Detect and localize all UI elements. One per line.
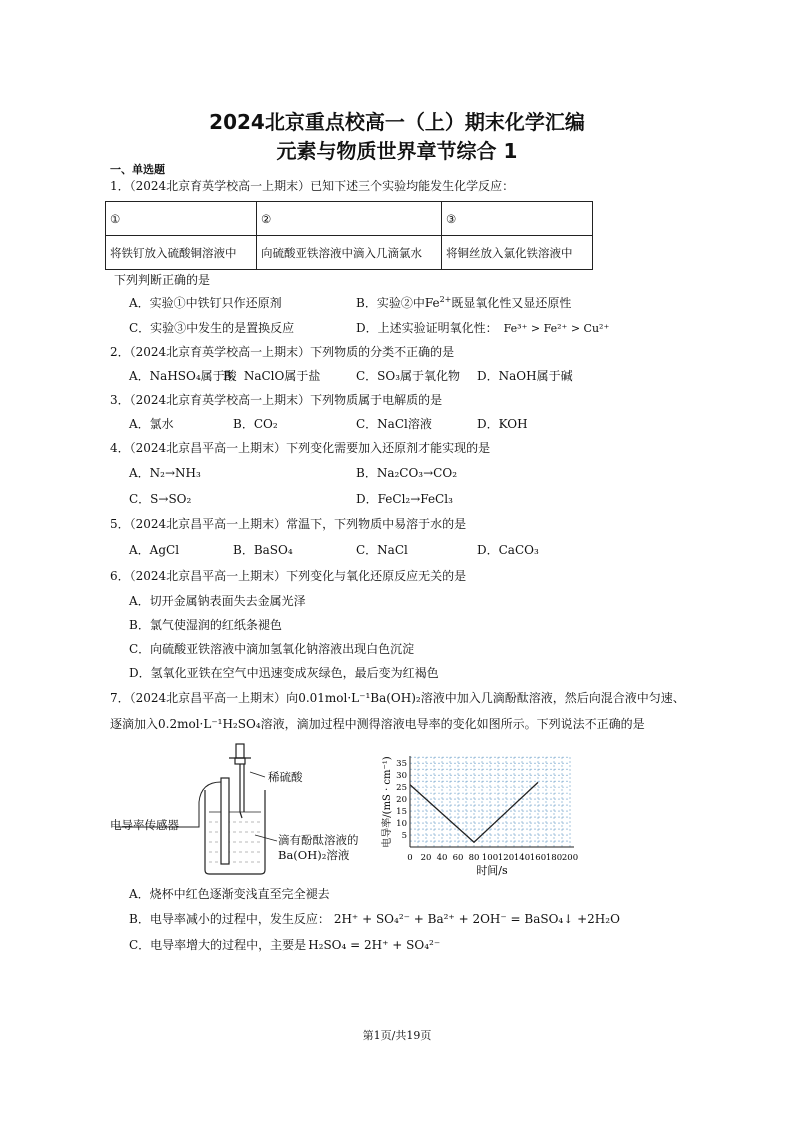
y-tick-label: 35 [396, 759, 407, 770]
q5-option-b: B．BaSO₄ [233, 543, 293, 557]
x-axis-label: 时间/s [476, 864, 508, 877]
q7-stem-line1: 7．（2024北京昌平高一上期末）向0.01mol·L⁻¹Ba(OH)₂溶液中加入几滴酚酞溶液，然后向混合液中匀速、 [110, 691, 685, 705]
q6-option-b: B．氯气使湿润的红纸条褪色 [129, 618, 282, 632]
q7-option-b: B．电导率减小的过程中，发生反应： 2H⁺ + SO₄²⁻ + Ba²⁺ + 2OH⁻ = BaSO₄↓ +2H₂O [129, 912, 620, 926]
q2-option-a: A．NaHSO₄属于酸 [129, 369, 237, 383]
q1-judge: 下列判断正确的是 [114, 273, 211, 287]
q1-head-1: ① [106, 202, 257, 236]
x-tick-label: 140 [513, 853, 531, 863]
q1-option-d: D．上述实验证明氧化性： Fe³⁺ > Fe²⁺ > Cu²⁺ [356, 321, 610, 335]
y-tick-label: 5 [401, 831, 407, 842]
x-tick-label: 100 [481, 853, 499, 863]
q6-option-a: A．切开金属钠表面失去金属光泽 [129, 594, 306, 608]
q3-option-a: A．氯水 [129, 417, 174, 431]
label-solution-1: 滴有酚酞溶液的 [278, 833, 359, 847]
q2-option-b: B．NaClO属于盐 [223, 369, 321, 383]
q3-option-c: C．NaCl溶液 [356, 417, 432, 431]
q1-cell-3: 将铜丝放入氯化铁溶液中 [442, 236, 593, 270]
q4-option-b: B．Na₂CO₃→CO₂ [356, 466, 457, 480]
q7-option-a: A．烧杯中红色逐渐变浅直至完全褪去 [129, 887, 330, 901]
q6-option-d: D．氢氧化亚铁在空气中迅速变成灰绿色，最后变为红褐色 [129, 666, 439, 680]
q1-option-c: C．实验③中发生的是置换反应 [129, 321, 295, 335]
q4-option-a: A．N₂→NH₃ [129, 466, 201, 480]
q5-stem: 5．（2024北京昌平高一上期末）常温下，下列物质中易溶于水的是 [110, 517, 467, 531]
x-tick-label: 60 [452, 853, 464, 863]
y-tick-label: 15 [396, 807, 407, 818]
label-sensor: 电导率传感器 [110, 818, 179, 832]
q7-stem-line2: 逐滴加入0.2mol·L⁻¹H₂SO₄溶液，滴加过程中测得溶液电导率的变化如图所示。下列说法不正确的是 [110, 717, 645, 731]
q4-stem: 4．（2024北京昌平高一上期末）下列变化需要加入还原剂才能实现的是 [110, 441, 491, 455]
x-tick-label: 120 [497, 853, 515, 863]
q7-option-c: C．电导率增大的过程中，主要是 H₂SO₄ = 2H⁺ + SO₄²⁻ [129, 938, 441, 952]
x-tick-label: 40 [436, 853, 448, 863]
q5-option-d: D．CaCO₃ [477, 543, 539, 557]
section-heading: 一、单选题 [110, 163, 165, 176]
chart-grid [410, 756, 570, 847]
beaker-icon [205, 790, 265, 874]
page-title: 2024北京重点校高一（上）期末化学汇编 [209, 110, 585, 134]
q3-stem: 3．（2024北京育英学校高一上期末）下列物质属于电解质的是 [110, 393, 443, 407]
x-tick-label: 200 [561, 853, 579, 863]
label-solution-2: Ba(OH)₂溶液 [278, 848, 350, 862]
y-tick-labels [396, 759, 407, 841]
q1-stem: 1．（2024北京育英学校高一上期末）已知下述三个实验均能发生化学反应： [110, 179, 515, 193]
q1-cell-1: 将铁钉放入硫酸铜溶液中 [106, 236, 257, 270]
q4-option-d: D．FeCl₂→FeCl₃ [356, 492, 453, 506]
y-tick-label: 20 [396, 795, 407, 806]
page-footer: 第1页/共19页 [362, 1029, 432, 1042]
q1-head-3: ③ [442, 202, 593, 236]
q1-cell-2: 向硫酸亚铁溶液中滴入几滴氯水 [257, 236, 442, 270]
burette-icon [229, 744, 251, 818]
q2-option-c: C．SO₃属于氧化物 [356, 369, 461, 383]
x-tick-label: 80 [468, 853, 480, 863]
x-tick-label: 0 [407, 853, 413, 863]
label-dilute-acid: 稀硫酸 [268, 770, 303, 784]
x-tick-labels [407, 853, 578, 863]
q6-stem: 6．（2024北京昌平高一上期末）下列变化与氧化还原反应无关的是 [110, 569, 467, 583]
y-tick-label: 10 [396, 819, 407, 830]
x-tick-label: 160 [529, 853, 547, 863]
x-tick-label: 180 [545, 853, 563, 863]
y-axis-label: 电导率/(mS · cm⁻¹) [382, 756, 393, 848]
y-tick-label: 25 [396, 783, 407, 794]
q2-option-d: D．NaOH属于碱 [477, 369, 573, 383]
y-tick-label: 30 [396, 771, 407, 782]
q4-option-c: C．S→SO₂ [129, 492, 192, 506]
q3-option-d: D．KOH [477, 417, 528, 431]
q1-table [105, 201, 593, 270]
q6-option-c: C．向硫酸亚铁溶液中滴加氢氧化钠溶液出现白色沉淀 [129, 642, 415, 656]
q5-option-c: C．NaCl [356, 543, 408, 557]
page-subtitle: 元素与物质世界章节综合 1 [276, 139, 518, 163]
q5-option-a: A．AgCl [129, 543, 180, 557]
q1-head-2: ② [257, 202, 442, 236]
q2-stem: 2．（2024北京育英学校高一上期末）下列物质的分类不正确的是 [110, 345, 455, 359]
conductivity-chart [378, 750, 590, 880]
x-tick-label: 20 [420, 853, 432, 863]
q1-option-a: A．实验①中铁钉只作还原剂 [129, 296, 282, 310]
q3-option-b: B．CO₂ [233, 417, 278, 431]
q1-option-b: B．实验②中$Fe^{2+}$既显氧化性又显还原性 [356, 295, 572, 310]
